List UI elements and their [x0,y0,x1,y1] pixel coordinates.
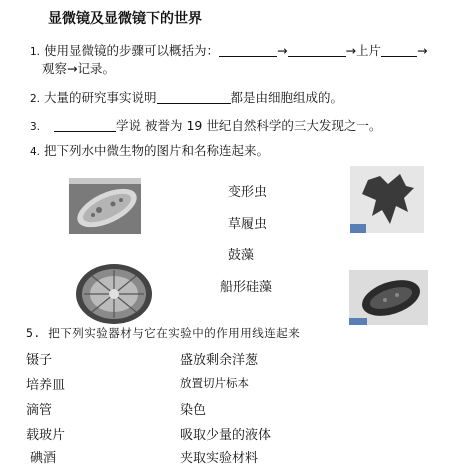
question-3 [30,116,381,134]
question-2-number: 2. [30,93,41,105]
blank-1a[interactable] [219,44,277,57]
microbe-name-paramecium[interactable]: 草履虫 [228,217,268,232]
arrow-1: → [277,43,288,58]
tool-slide[interactable]: 载玻片 [26,428,66,443]
use-stain[interactable]: 染色 [180,403,207,418]
page-title: 显微镜及显微镜下的世界 [48,11,202,27]
step-shangpian: 上片 [356,43,382,58]
blank-3[interactable] [54,119,116,132]
question-2-text-a: 大量的研究事实说明 [44,90,157,105]
paramecium-image[interactable] [69,178,141,234]
use-place-specimen[interactable]: 放置切片标本 [180,376,249,390]
question-1 [30,41,428,59]
question-1-number: 1. [30,46,41,58]
desmid-image[interactable] [70,260,154,326]
paramecium-icon [69,178,141,234]
diatom-image[interactable] [349,270,428,325]
microbe-name-diatom[interactable]: 船形硅藻 [220,280,273,295]
blank-2[interactable] [157,91,231,104]
tool-tweezers[interactable]: 镊子 [26,353,53,368]
question-1-line2: 观察→记录。 [42,61,115,76]
tool-dropper[interactable]: 滴管 [26,403,53,418]
amoeba-image[interactable] [350,166,424,233]
diatom-icon [349,270,428,325]
question-5: 5. 把下列实验器材与它在实验中的作用用线连起来 [26,326,301,340]
desmid-icon [70,260,154,326]
microbe-name-amoeba[interactable]: 变形虫 [228,185,268,200]
tool-iodine[interactable]: 碘酒 [30,451,57,466]
use-draw-liquid[interactable]: 吸取少量的液体 [180,428,272,443]
arrow-3: → [417,43,428,58]
question-4 [30,141,269,159]
arrow-2: → [345,43,356,58]
tool-petri-dish[interactable]: 培养皿 [26,378,66,393]
question-2-text-b: 都是由细胞组成的。 [230,90,344,105]
question-2 [30,88,343,106]
question-1-text: 使用显微镜的步骤可以概括为： [44,43,220,58]
question-4-number: 4. [30,146,41,158]
use-pick-material[interactable]: 夹取实验材料 [180,451,259,466]
microbe-name-desmid[interactable]: 鼓藻 [228,248,255,263]
blank-1b[interactable] [288,44,346,57]
blank-1c[interactable] [381,44,417,57]
question-3-number: 3. [30,121,41,133]
use-hold-onion[interactable]: 盛放剩余洋葱 [180,353,259,368]
question-3-text: 学说 被誉为 19 世纪自然科学的三大发现之一。 [116,118,382,133]
amoeba-icon [350,166,424,233]
question-4-text: 把下列水中微生物的图片和名称连起来。 [44,143,270,158]
